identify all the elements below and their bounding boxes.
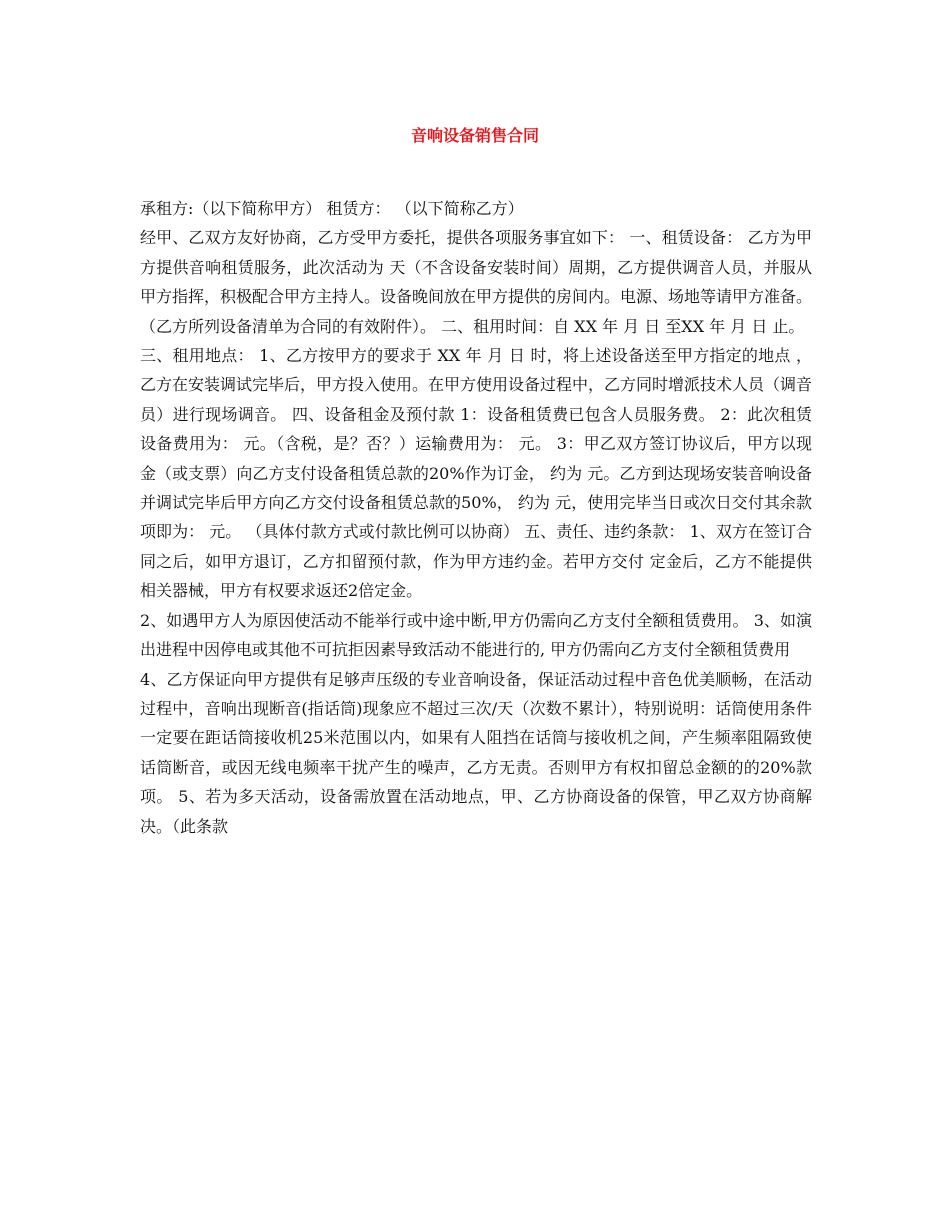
contract-paragraph-parties: 承租方:（以下简称甲方） 租赁方： （以下简称乙方）	[140, 199, 524, 218]
contract-body	[140, 194, 812, 841]
contract-paragraph-location-payment-liability: 三、租用地点： 1、乙方按甲方的要求于 XX 年 月 日 时，将上述设备送至甲方指定的地点 ，乙方在安装调试完毕后，甲方投入使用。在甲方使用设备过程中，乙方同时增派技术人员（调音员）进行现场调音。 四、设备租金及预付款 1：设备租赁费已包含人员服务费。 2：此次租赁设备费用为： 元。（含税，是？否？）运输费用为： 元。 3：甲乙双方签订协议后，甲方以现金（或支票）向乙方支付设备租赁总款的20%作为订金， 约为 元。乙方到达现场安装音响设备并调试完毕后甲方向乙方交付设备租赁总款的50%， 约为 元，使用完毕当日或次日交付其余款项即为： 元。 （具体付款方式或付款比例可以协商） 五、责任、违约条款： 1、双方在签订合同之后，如甲方退订，乙方扣留预付款，作为甲方违约金。若甲方交付 定金后，乙方不能提供相关器械，甲方有权要求返还2倍定金。	[140, 346, 813, 601]
contract-paragraph-cancellation: 2、如遇甲方人为原因使活动不能举行或中途中断,甲方仍需向乙方支付全额租赁费用。 3、如演出进程中因停电或其他不可抗拒因素导致活动不能进行的, 甲方仍需向乙方支付全额租赁费用	[140, 610, 812, 660]
contract-paragraph-equipment-and-time: 经甲、乙双方友好协商，乙方受甲方委托，提供各项服务事宜如下： 一、租赁设备： 乙方为甲方提供音响租赁服务，此次活动为 天（不含设备安装时间）周期，乙方提供调音人员，并服从甲方指挥，积极配合甲方主持人。设备晚间放在甲方提供的房间内。电源、场地等请甲方准备。 （乙方所列设备清单为合同的有效附件）。 二、租用时间：自 XX 年 月 日 至XX 年 月 日 止。	[140, 228, 813, 336]
contract-paragraph-quality-guarantee: 4、乙方保证向甲方提供有足够声压级的专业音响设备，保证活动过程中音色优美顺畅，在活动 过程中，音响出现断音(指话筒)现象应不超过三次/天（次数不累计），特别说明：话筒使用条件一定要在距话筒接收机25米范围以内，如果有人阻挡在话筒与接收机之间，产生频率阻隔致使话筒断音，或因无线电频率干扰产生的噪声，乙方无责。否则甲方有权扣留总金额的的20%款项。 5、若为多天活动，设备需放置在活动地点，甲、乙方协商设备的保管，甲乙双方协商解决。（此条款	[140, 669, 812, 836]
document-title: 音响设备销售合同	[410, 126, 539, 145]
